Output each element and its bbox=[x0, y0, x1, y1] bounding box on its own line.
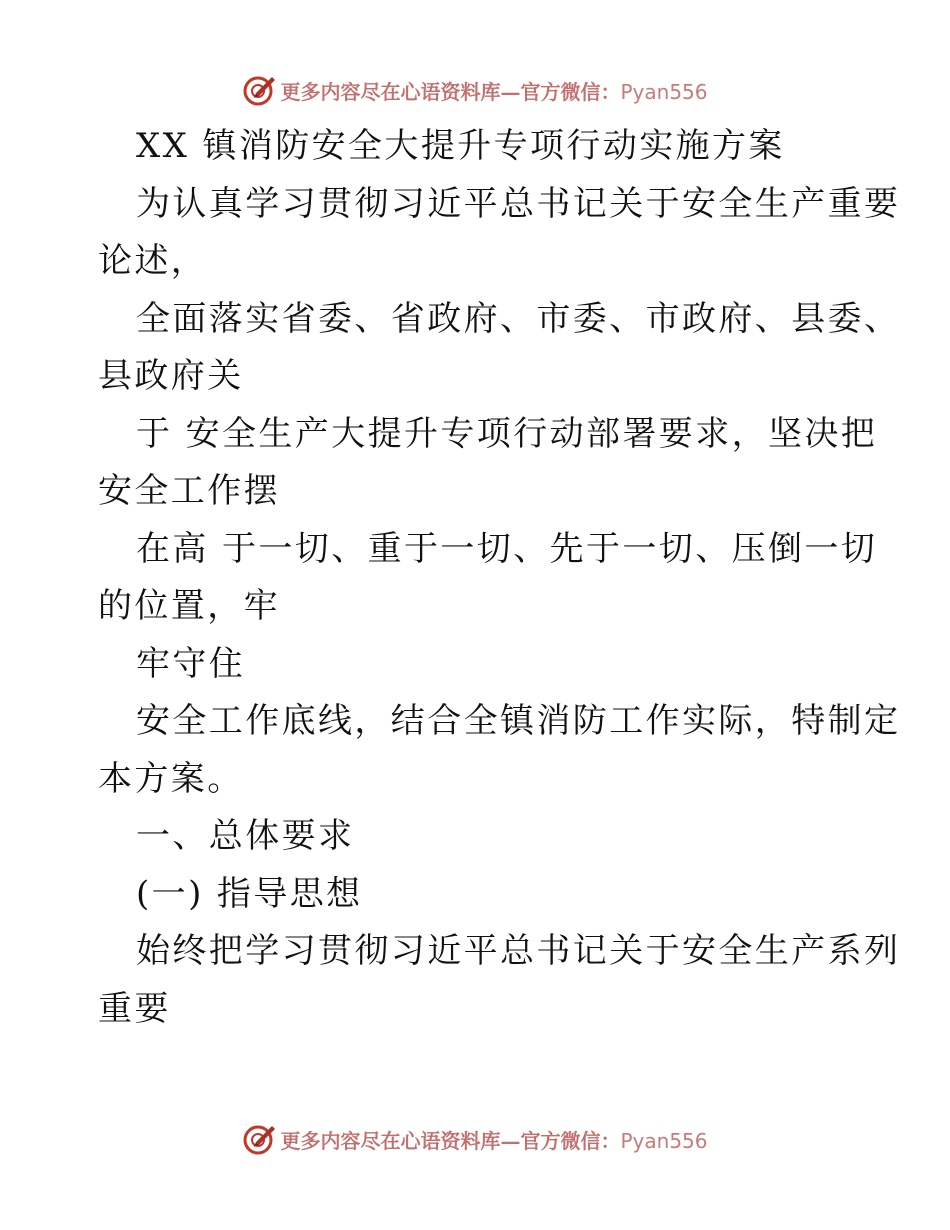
section-heading: 一、总体要求 bbox=[136, 816, 355, 856]
pen-logo-icon bbox=[242, 1122, 276, 1156]
paragraph-line: 为认真学习贯彻习近平总书记关于安全生产重要 bbox=[136, 183, 901, 224]
paragraph-line: 安全工作底线，结合全镇消防工作实际，特制定 bbox=[136, 701, 901, 741]
footer-banner-text: 更多内容尽在心语资料库— bbox=[280, 1128, 521, 1153]
footer-banner bbox=[0, 1117, 950, 1161]
paragraph-line: 安全工作摆 bbox=[98, 471, 280, 511]
document-body bbox=[98, 118, 901, 1038]
subsection-heading: (一) 指导思想 bbox=[136, 873, 363, 914]
header-banner-text: 更多内容尽在心语资料库— bbox=[280, 79, 521, 104]
header-wechat-label: 官方微信： bbox=[520, 79, 621, 104]
footer-wechat-label: 官方微信： bbox=[520, 1128, 621, 1153]
paragraph-line: 重要 bbox=[98, 988, 171, 1029]
paragraph-line: 县政府关 bbox=[98, 356, 244, 396]
paragraph-line: 始终把学习贯彻习近平总书记关于安全生产系列 bbox=[136, 931, 901, 971]
header-wechat-id: Pyan556 bbox=[620, 79, 708, 104]
pen-logo-icon bbox=[242, 73, 276, 107]
paragraph-line: 牢守住 bbox=[136, 643, 246, 684]
paragraph-line: 本方案。 bbox=[98, 758, 244, 799]
footer-wechat-id: Pyan556 bbox=[620, 1128, 708, 1153]
paragraph-line: 在高 于一切、重于一切、先于一切、压倒一切 bbox=[136, 528, 878, 569]
paragraph-line: 全面落实省委、省政府、市委、市政府、县委、 bbox=[136, 298, 901, 339]
paragraph-line: 论述， bbox=[98, 241, 208, 281]
paragraph-line: 于 安全生产大提升专项行动部署要求，坚决把 bbox=[136, 413, 878, 454]
paragraph-line: 的位置，牢 bbox=[98, 586, 280, 626]
document-title: XX 镇消防安全大提升专项行动实施方案 bbox=[136, 126, 785, 166]
header-banner bbox=[0, 68, 950, 112]
